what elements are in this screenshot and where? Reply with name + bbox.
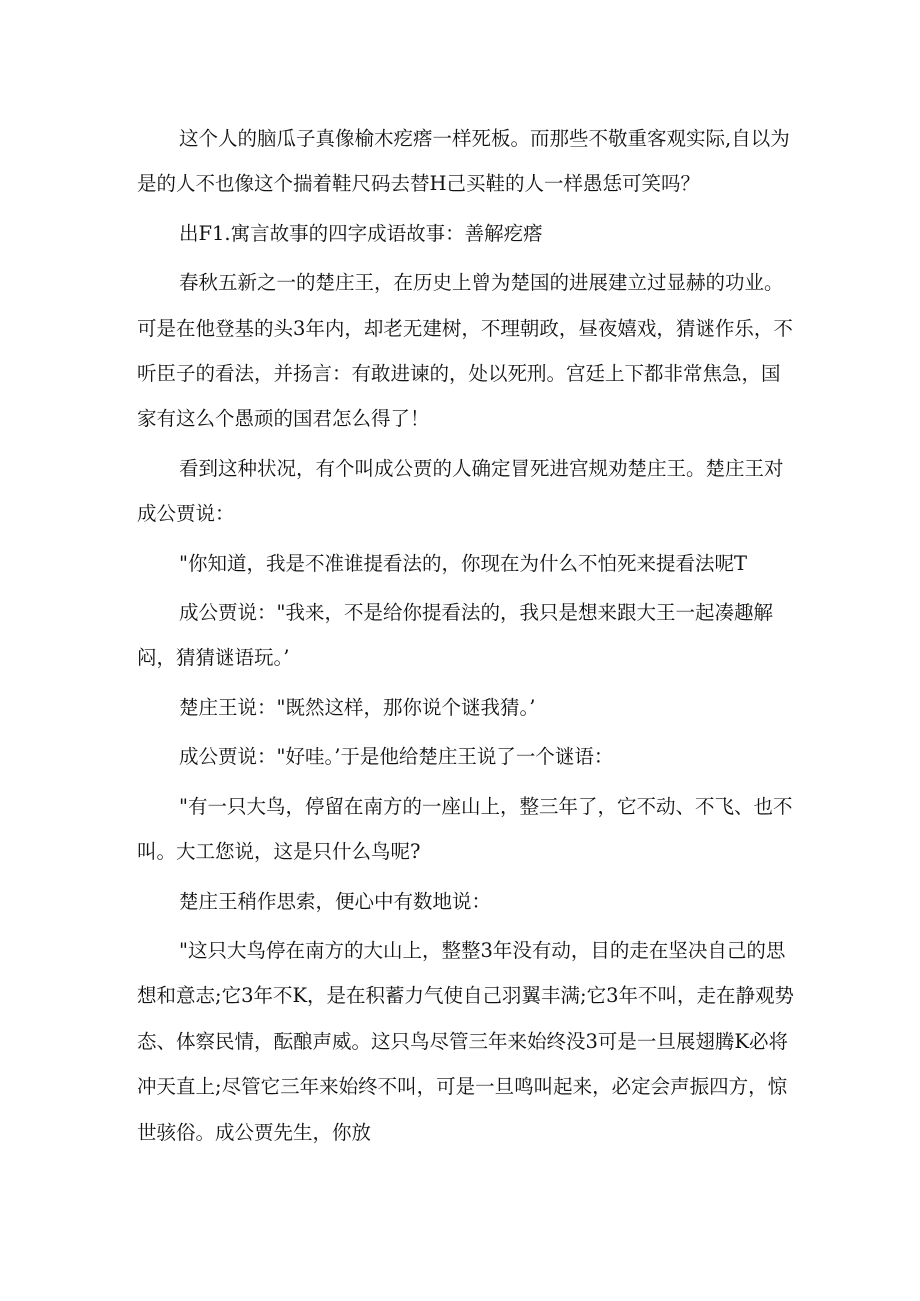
paragraph-6: 成公贾说："我来，不是给你提看法的，我只是想来跟大王一起凑趣解闷，猜猜谜语玩。’	[137, 601, 773, 670]
paragraph-8: 成公贾说："好哇。’于是他给楚庄王说了一个谜语：	[179, 745, 614, 769]
paragraph-3: 春秋五新之一的楚庄王，在历史上曾为楚国的进展建立过显赫的功业。可是在他登基的头3年内，却老无建树，不理朝政，昼夜嬉戏，猜谜作乐，不听臣子的看法，并扬言：有敢进谏的，处以死刑。宫廷上下都非常焦急，国家有这么个愚顽的国君怎么得了！	[137, 271, 793, 431]
document-body	[137, 116, 797, 1155]
paragraph-1: 这个人的脑瓜子真像榆木疙瘩一样死板。而那些不敬重客观实际,自以为是的人不也像这个揣着鞋尺码去替H己买鞋的人一样愚恁可笑吗？	[137, 127, 790, 196]
paragraph-4: 看到这种状况，有个叫成公贾的人确定冒死进宫规劝楚庄王。楚庄王对成公贾说：	[137, 456, 784, 526]
paragraph-5: "你知道，我是不准谁提看法的，你现在为什么不怕死来提看法呢T	[179, 551, 747, 575]
paragraph-9: "有一只大鸟，停留在南方的一座山上，整三年了，它不动、不飞、也不叫。大工您说，这是只什么鸟呢?	[137, 794, 793, 864]
paragraph-7: 楚庄王说："既然这样，那你说个谜我猜。’	[179, 695, 536, 719]
paragraph-11: "这只大鸟停在南方的大山上，整整3年没有动，目的走在坚决自己的思想和意志;它3年不K，是在积蓄力气使自己羽翼丰满;它3年不叫，走在静观势态、体察民情，酝酿声威。这只鸟尽管三年来始终没3可是一旦展翅腾K必将冲天直上;尽管它三年来始终不叫，可是一旦鸣叫起来，必定会声振四方，惊世骇俗。成公贾先生，你放	[137, 938, 795, 1144]
paragraph-10: 楚庄王稍作思索，便心中有数地说：	[179, 889, 492, 913]
paragraph-2-heading: 出F1.寓言故事的四字成语故事：善解疙瘩	[179, 221, 543, 245]
